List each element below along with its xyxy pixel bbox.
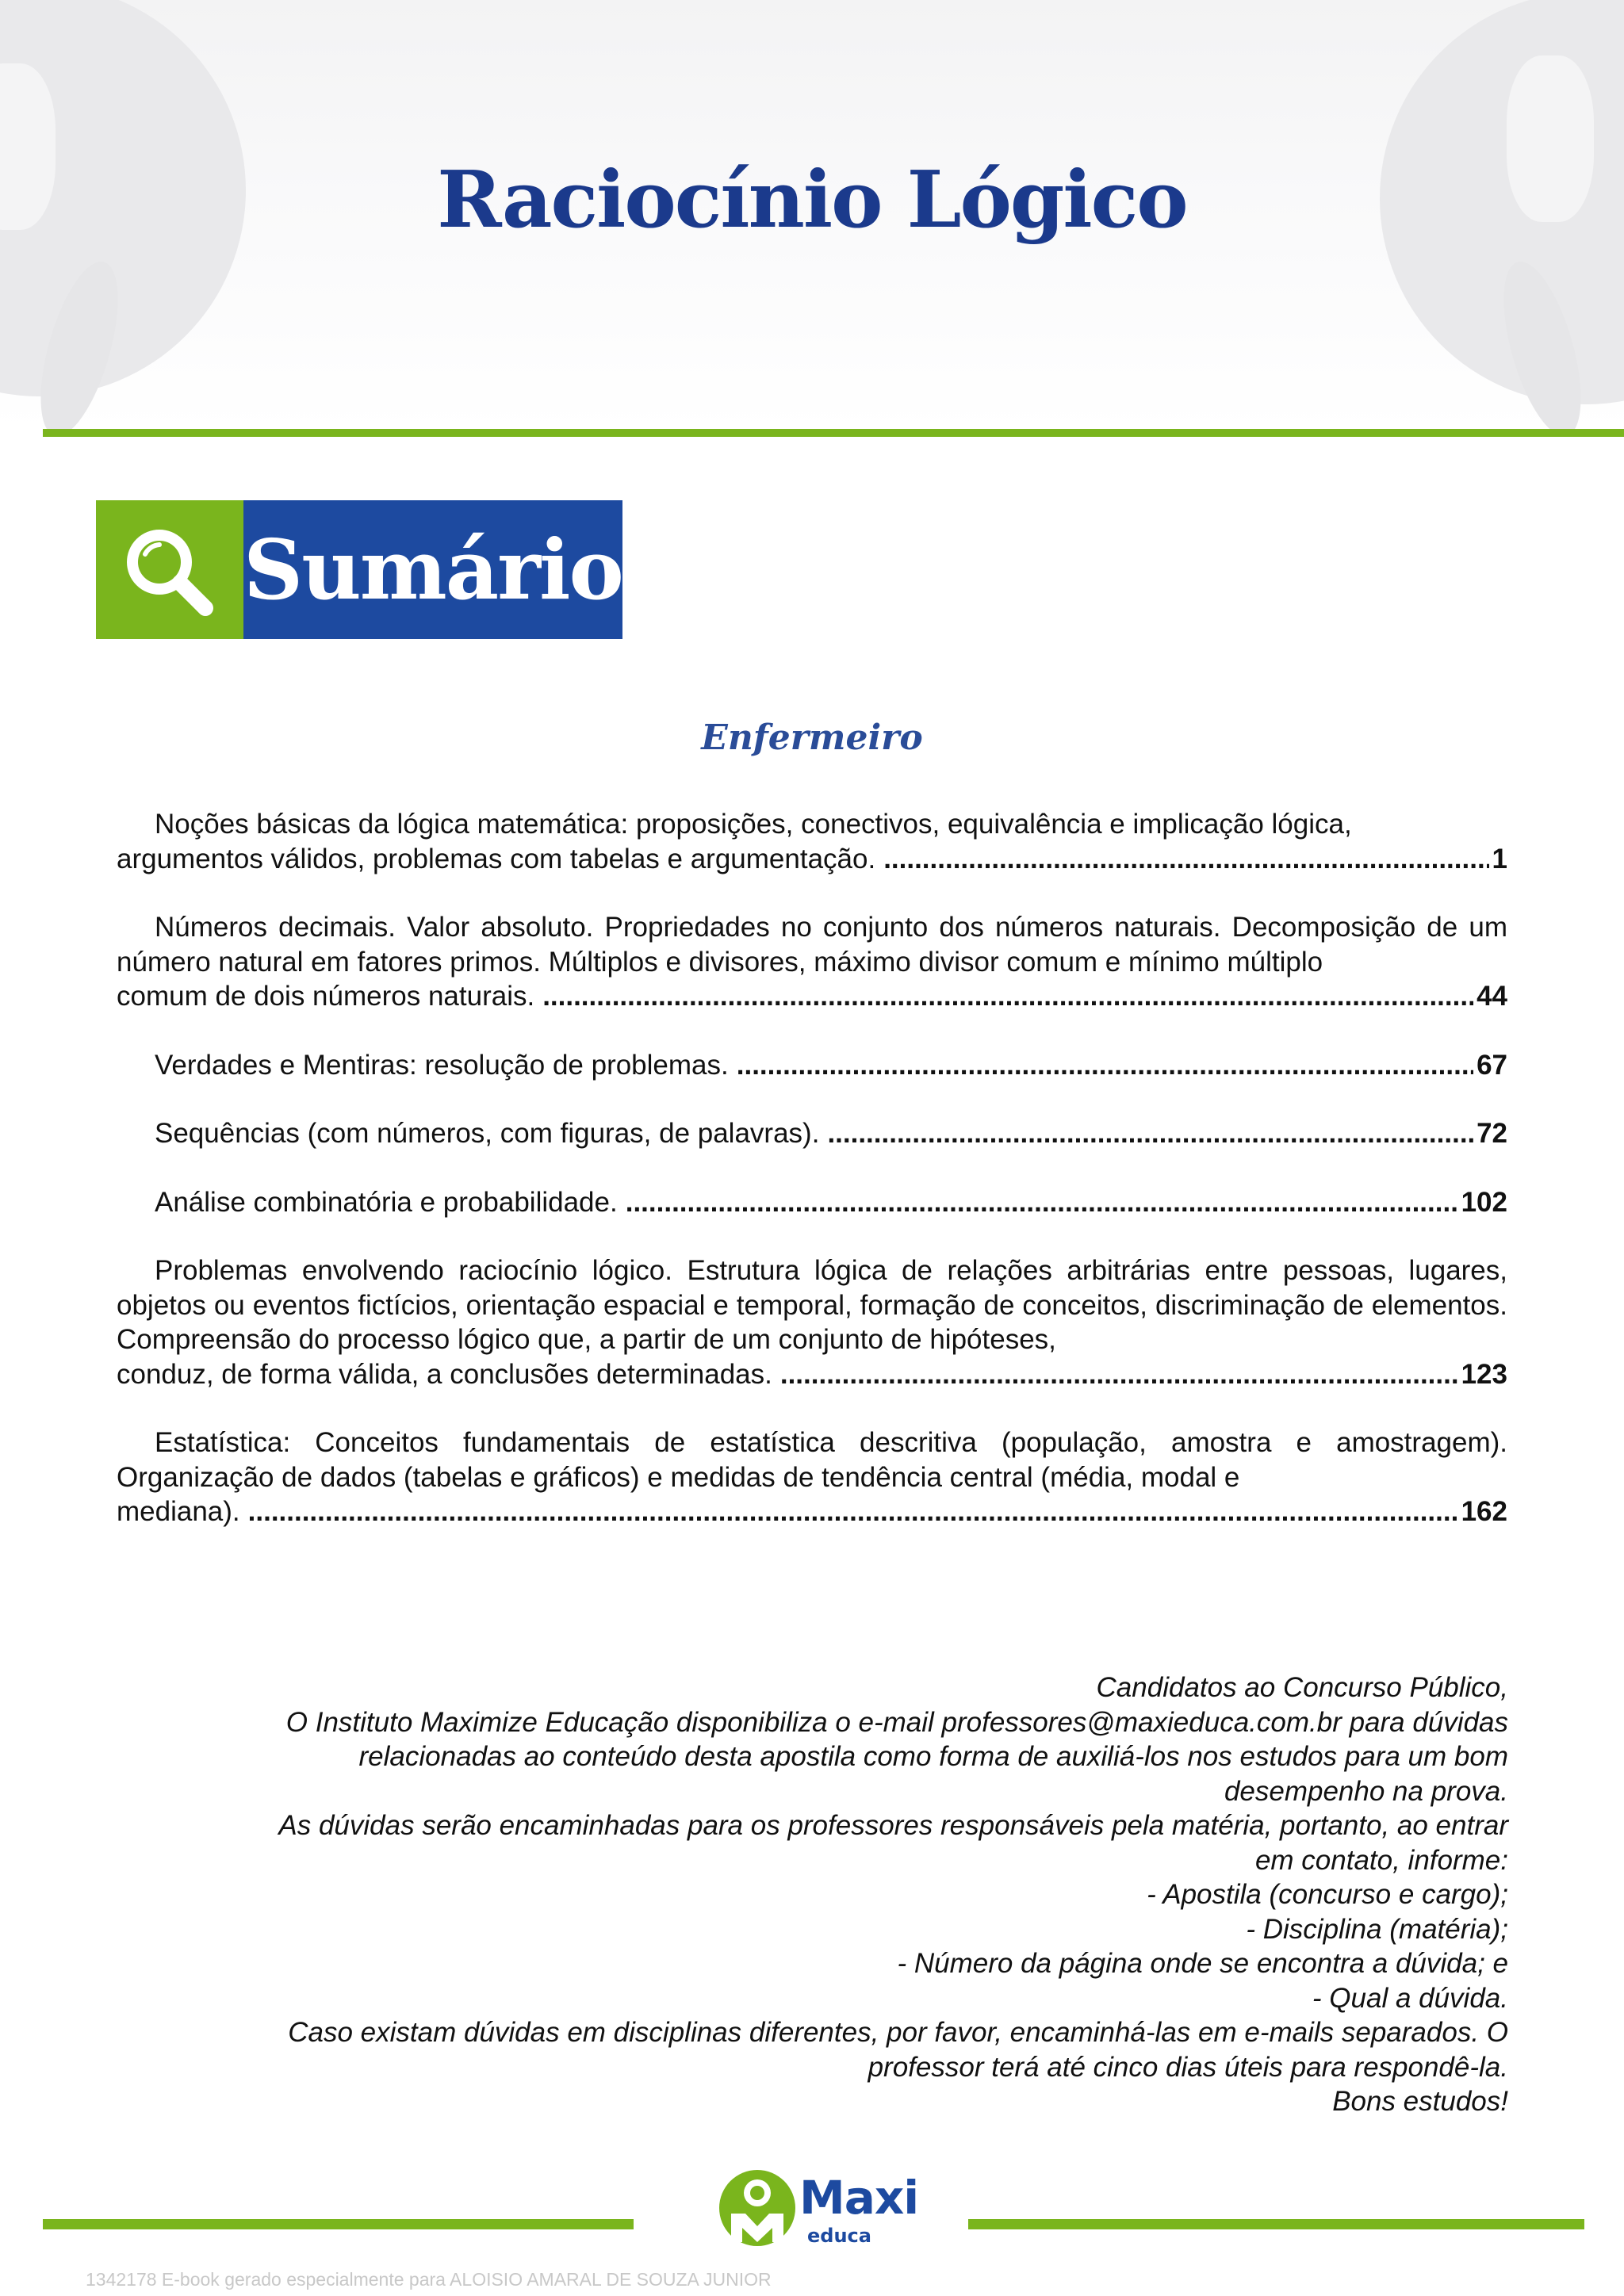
summary-banner [96, 500, 622, 639]
footer-divider-right [968, 2219, 1584, 2229]
toc-entry-text-end: comum de dois números naturais. [117, 981, 535, 1012]
notice-line: O Instituto Maximize Educação disponibiliza o e-mail professores@maxieduca.com.br para dúvidas [285, 1706, 1508, 1738]
toc-entry-text: Números decimais. Valor absoluto. Propriedades no conjunto dos números naturais. Decomposição de um número natural em fatores primos. Múltiplos e divisores, máximo divisor comum e mínimo múltiplo [117, 912, 1507, 978]
notice-line: relacionadas ao conteúdo desta apostila como forma de auxiliá-los nos estudos para um bom [358, 1741, 1508, 1772]
toc-entry-text: Estatística: Conceitos fundamentais de estatística descritiva (população, amostra e amostragem). Organização de dados (tabelas e gráficos) e medidas de tendência central (média, modal e [117, 1427, 1507, 1493]
toc-page-number: 67 [1477, 1049, 1507, 1081]
toc-entry-lastline [117, 1048, 1507, 1083]
summary-label-box [243, 500, 622, 639]
toc-entry-text: Noções básicas da lógica matemática: proposições, conectivos, equivalência e implicação lógica, [155, 809, 1352, 840]
toc-entry[interactable] [117, 807, 1507, 876]
logo-text: Maxi [799, 2171, 919, 2225]
notice-line: Bons estudos! [1332, 2086, 1508, 2117]
dot-leader [542, 979, 1473, 1014]
logo-subtext: educa [807, 2225, 871, 2247]
dot-leader [626, 1185, 1458, 1220]
magnifier-icon [96, 500, 243, 639]
notice-line: - Número da página onde se encontra a dúvida; e [897, 1948, 1508, 1979]
maxi-educa-logo [714, 2164, 920, 2252]
candidate-notice [159, 1670, 1508, 2119]
table-of-contents [117, 807, 1507, 1563]
toc-page-number: 1 [1492, 843, 1507, 874]
toc-entry[interactable] [117, 1116, 1507, 1151]
toc-entry-text: Problemas envolvendo raciocínio lógico. Estrutura lógica de relações arbitrárias entre pessoas, lugares, objetos ou eventos fictícios, orientação espacial e temporal, formação de conceitos, discriminação de elementos. Compreensão do processo lógico que, a partir de um conjunto de hipóteses, [117, 1255, 1507, 1355]
toc-page-number: 72 [1477, 1118, 1507, 1149]
footer-divider-left [43, 2219, 634, 2229]
notice-line: Candidatos ao Concurso Público, [1096, 1672, 1508, 1703]
toc-entry[interactable] [117, 1253, 1507, 1391]
toc-entry-text-end: conduz, de forma válida, a conclusões determinadas. [117, 1358, 772, 1390]
toc-entry[interactable] [117, 1425, 1507, 1529]
ebook-watermark: 1342178 E-book gerado especialmente para ALOISIO AMARAL DE SOUZA JUNIOR [86, 2269, 772, 2290]
toc-entry[interactable] [117, 910, 1507, 1014]
notice-line: em contato, informe: [1254, 1844, 1508, 1876]
toc-page-number: 162 [1461, 1496, 1507, 1527]
toc-entry-lastline [117, 842, 1507, 877]
toc-entry-text-end: Sequências (com números, com figuras, de palavras). [155, 1118, 820, 1149]
toc-entry[interactable] [117, 1048, 1507, 1083]
page-title: Raciocínio Lógico [437, 155, 1187, 246]
toc-entry[interactable] [117, 1185, 1507, 1220]
dot-leader [883, 842, 1488, 877]
dot-leader [827, 1116, 1473, 1151]
notice-line: As dúvidas serão encaminhadas para os professores responsáveis pela matéria, portanto, ao entrar [278, 1810, 1508, 1841]
maxi-logo-mark-icon [714, 2164, 801, 2252]
toc-page-number: 123 [1461, 1358, 1507, 1390]
toc-entry-text-end: Verdades e Mentiras: resolução de problemas. [155, 1049, 729, 1081]
toc-entry-text-end: Análise combinatória e probabilidade. [155, 1186, 618, 1218]
dot-leader [248, 1494, 1458, 1529]
toc-entry-text-end: argumentos válidos, problemas com tabelas e argumentação. [117, 843, 876, 874]
position-subtitle: Enfermeiro [701, 718, 923, 758]
toc-entry-lastline [117, 1116, 1507, 1151]
toc-entry-lastline [117, 1185, 1507, 1220]
dot-leader [737, 1048, 1473, 1083]
notice-line: Caso existam dúvidas em disciplinas diferentes, por favor, encaminhá-las em e-mails separados. O [288, 2017, 1508, 2048]
toc-page-number: 102 [1461, 1186, 1507, 1218]
toc-entry-lastline [117, 1494, 1507, 1529]
notice-line: desempenho na prova. [1224, 1775, 1508, 1807]
page-header [0, 0, 1624, 432]
toc-entry-lastline [117, 979, 1507, 1014]
notice-line: - Qual a dúvida. [1312, 1982, 1508, 2014]
header-divider [43, 429, 1624, 437]
notice-line: - Apostila (concurso e cargo); [1147, 1879, 1508, 1910]
toc-entry-lastline [117, 1357, 1507, 1392]
summary-label: Sumário [243, 521, 622, 618]
toc-page-number: 44 [1477, 981, 1507, 1012]
notice-line: professor terá até cinco dias úteis para respondê-la. [868, 2051, 1508, 2083]
notice-line: - Disciplina (matéria); [1246, 1913, 1508, 1945]
dot-leader [780, 1357, 1458, 1392]
toc-entry-text-end: mediana). [117, 1496, 240, 1527]
